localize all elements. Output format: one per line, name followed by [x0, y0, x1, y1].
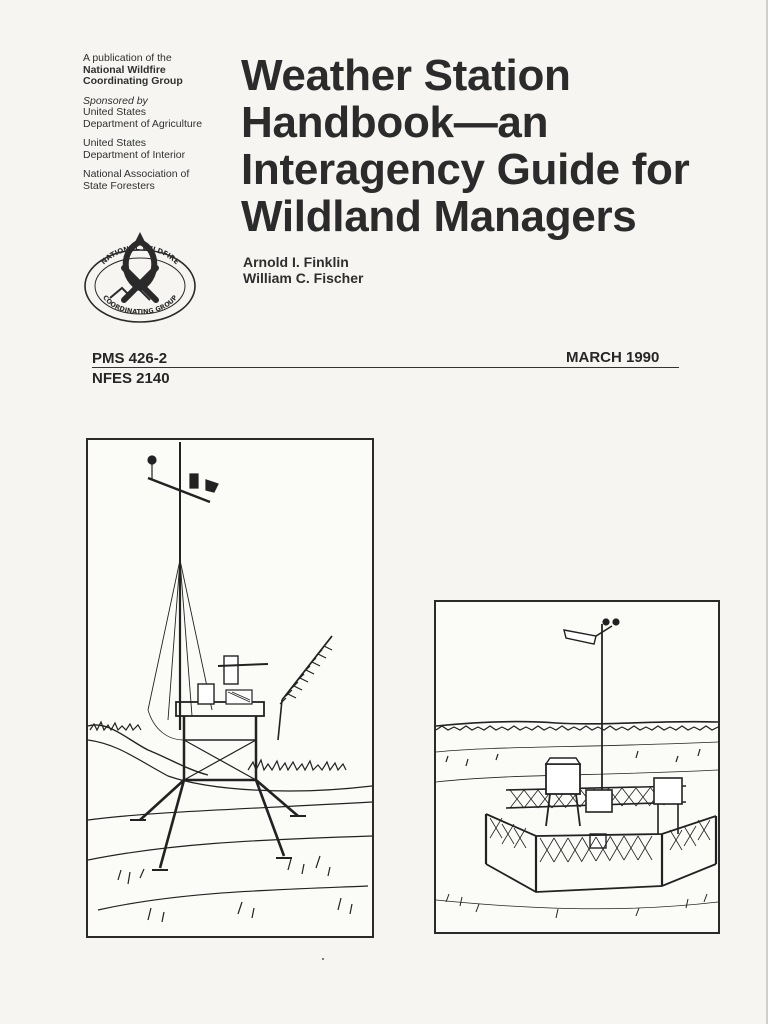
title-line: Interagency Guide for — [241, 145, 690, 194]
sponsor-line: Department of Agriculture — [83, 117, 203, 130]
seal-text-top: NATIONAL WILDFIRE — [99, 243, 181, 267]
sponsor-line: United States — [83, 106, 147, 118]
author-name: William C. Fischer — [243, 270, 364, 286]
header-divider — [92, 367, 679, 368]
publisher-block — [83, 53, 233, 88]
publication-date: MARCH 1990 — [566, 349, 660, 366]
sponsor-line: United States — [83, 137, 147, 149]
publisher-name-line: National Wildfire — [83, 63, 166, 76]
tower-weather-station-illustration — [86, 438, 374, 938]
sponsor-doi-block — [83, 138, 233, 161]
publisher-name-line: Coordinating Group — [83, 75, 183, 87]
authors — [243, 254, 363, 286]
nwcg-seal-logo — [80, 228, 200, 324]
title-line: Handbook—an — [241, 98, 549, 147]
title-line: Weather Station — [241, 51, 571, 100]
seal-text-bottom: COORDINATING GROUP — [100, 293, 180, 316]
svg-text:NATIONAL WILDFIRE — [99, 244, 180, 266]
sponsor-line: Department of Interior — [83, 148, 186, 161]
title-line: Wildland Managers — [241, 192, 637, 241]
sponsor-line: National Association of — [83, 168, 190, 180]
sponsor-line: State Foresters — [83, 179, 155, 192]
sponsor-usda-block — [83, 96, 233, 131]
publisher-sidebar — [83, 53, 233, 200]
sponsored-by-label: Sponsored by — [83, 94, 148, 107]
fenced-weather-station-illustration — [434, 600, 720, 934]
document-title — [241, 52, 741, 240]
author-name: Arnold I. Finklin — [243, 254, 349, 270]
nfes-code: NFES 2140 — [92, 370, 170, 387]
publication-line: A publication of the — [83, 52, 172, 64]
document-codes — [92, 349, 170, 389]
sponsor-nasf-block — [83, 169, 233, 192]
speck — [322, 958, 324, 960]
pms-code: PMS 426-2 — [92, 350, 168, 367]
